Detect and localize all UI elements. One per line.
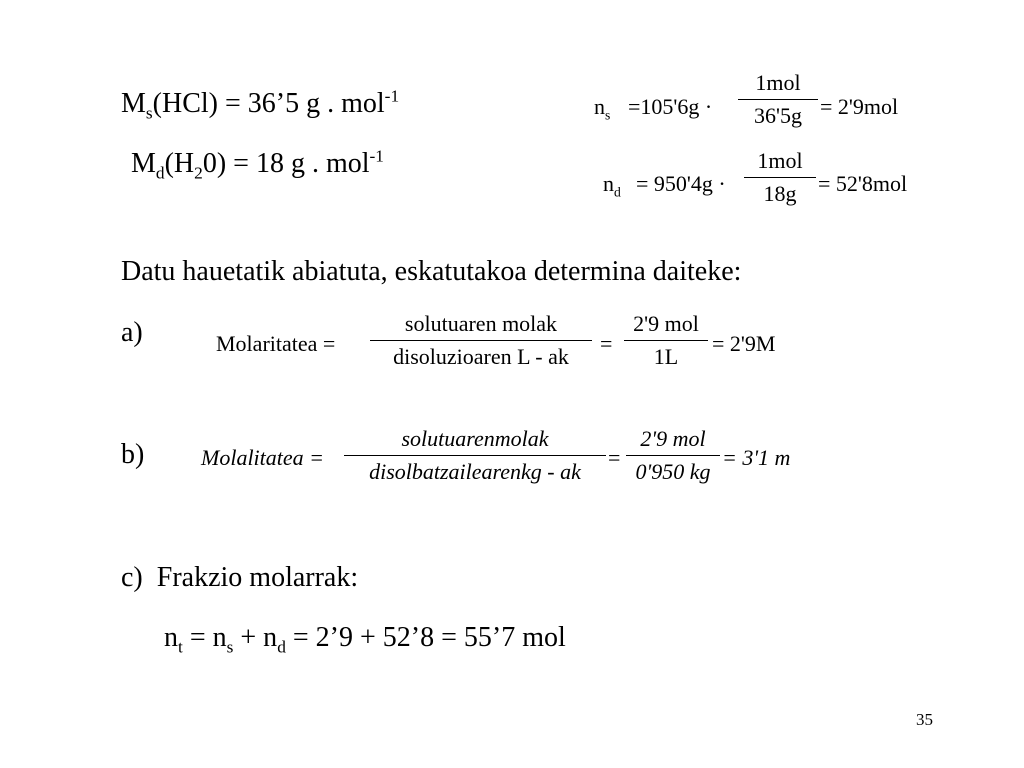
molarity-value-numerator: 2'9 mol — [633, 311, 699, 336]
molality-denominator: disolbatzailearenkg - ak — [369, 459, 581, 484]
nd-numerator: 1mol — [757, 148, 803, 173]
fraction-bar — [624, 340, 708, 341]
ns-denominator: 36'5g — [754, 103, 802, 128]
fraction-bar — [738, 99, 818, 100]
molar-mass-hcl: $M_s(HCl)$ = 36’5 g . mol$^{-1}$ — [121, 86, 400, 123]
molarity-denominator: disoluzioaren L - ak — [393, 344, 569, 369]
ns-variable: $n_s$ — [594, 94, 611, 123]
total-moles-equation: $n_t = n_s + n_d$ = 2’9 + 52’8 = 55’7 mol — [164, 622, 566, 657]
fraction-bar — [744, 177, 816, 178]
ns-numerator: 1mol — [755, 70, 801, 95]
part-a-label: a) — [121, 317, 143, 348]
part-c-title: Frakzio molarrak: — [156, 562, 359, 593]
molality-fraction-2 — [626, 428, 720, 483]
ns-lhs: =105'6g · — [628, 94, 713, 119]
molality-value-numerator: 2'9 mol — [640, 426, 706, 451]
molarity-value-denominator: 1L — [653, 344, 679, 369]
intro-text: Datu hauetatik abiatuta, eskatutakoa determina daiteke: — [121, 256, 742, 287]
fraction-bar — [370, 340, 592, 341]
nd-denominator: 18g — [763, 181, 797, 206]
molarity-fraction-1 — [370, 313, 592, 368]
molality-fraction-1 — [344, 428, 606, 483]
nd-variable: $n_d$ — [603, 171, 621, 200]
molar-mass-water: $M_d(H_20) = 18$ g . mol$^{-1}$ — [131, 146, 384, 183]
ns-result: = 2'9mol — [820, 94, 899, 119]
molarity-fraction-2 — [624, 313, 708, 368]
molarity-equals: = — [600, 331, 613, 356]
molality-name: Molalitatea = — [201, 445, 324, 470]
fraction-bar — [626, 455, 720, 456]
molarity-numerator: solutuaren molak — [404, 311, 558, 336]
molarity-result: = 2'9M — [712, 331, 776, 356]
molality-value-denominator: 0'950 kg — [635, 459, 711, 484]
molality-numerator: solutuarenmolak — [401, 426, 549, 451]
molality-equals: = — [608, 445, 621, 470]
part-b-label: b) — [121, 439, 145, 470]
nd-result: = 52'8mol — [818, 171, 908, 196]
molality-result: = 3'1 m — [722, 445, 791, 470]
nd-fraction — [744, 150, 816, 205]
part-c-heading — [121, 562, 358, 594]
ns-fraction — [738, 72, 818, 127]
molarity-name: Molaritatea = — [216, 331, 336, 356]
fraction-bar — [344, 455, 606, 456]
nd-lhs: = 950'4g · — [636, 171, 726, 196]
part-c-label: c) — [121, 562, 143, 593]
page-number: 35 — [916, 710, 933, 729]
